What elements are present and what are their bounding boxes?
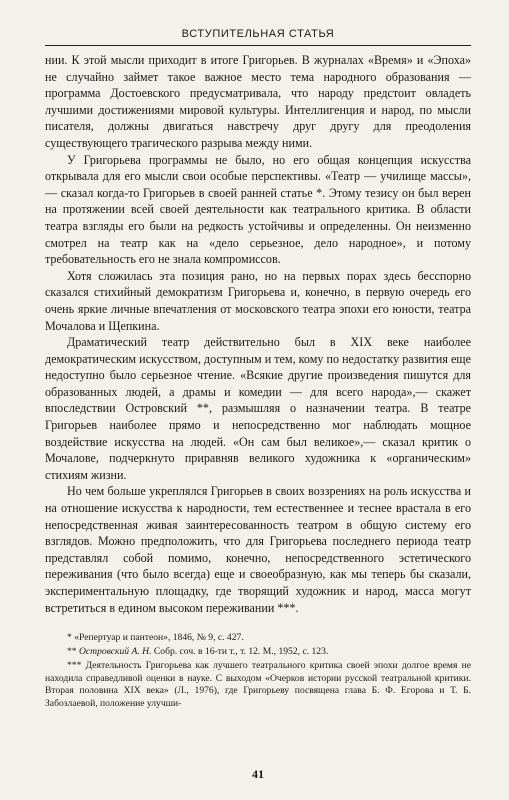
paragraph-3: Хотя сложилась эта позиция рано, но на первых порах здесь бесспорно сказался стихийный демократизм Григорьева и, конечно, в первую очередь его очень яркие личные впечатления от московского театра эпохи его юности, театра Мочалова и Щепкина. [45,268,471,333]
paragraph-2: У Григорьева программы не было, но его общая концепция искусства открывала для его мысли свои особые перспективы. «Театр — училище массы»,— сказал когда-то Григорьев в своей ранней статье *. Этому тезису он был верен на протяжении всей своей деятельности как театрального критика. В области театра взгляды его были на редкость устойчивы и определенны. Он неизменно смотрел на театр как на «дело серьезное, дело народное», и потому требовательность его не знала компромиссов. [45,152,471,267]
footnote-1: * «Репертуар и пантеон», 1846, № 9, с. 427. [67,632,244,644]
paragraph-1: нии. К этой мысли приходит в итоге Григорьев. В журналах «Время» и «Эпоха» не случайно займет такое важное место тема народного образования — программа Достоевского предусматривала, что народу предстоит овладеть лучшими достижениями мировой культуры. Интеллигенция и народ, по мысли писателя, должны двигаться навстречу друг другу для преодоления существующего трагического разрыва между ними. [45,53,471,150]
page-number: 41 [252,767,264,781]
footnote-2-text: Собр. соч. в 16-ти т., т. 12. М., 1952, с. 123. [151,645,329,657]
book-page [45,28,471,712]
footnote-2 [45,646,471,659]
paragraph-4: Драматический театр действительно был в XIX веке наиболее демократическим искусством, доступным и тем, кому по недостатку развития еще недоступно было серьезное чтение. «Всякие другие произведения пишутся для образованных людей, а драмы и комедии — для всего народа»,— скажет впоследствии Островский **, размышляя о назначении театра. В театре Григорьев наиболее прямо и непосредственно мог наблюдать мощное воздействие искусства на людей. «Он сам был великое»,— сказал критик о Мочалове, подчеркнуто приравняв великого художника к «органическим» стихиям жизни. [45,335,471,482]
main-text [45,52,471,616]
running-head: ВСТУПИТЕЛЬНАЯ СТАТЬЯ [45,28,471,46]
footnote-2-mark: ** [67,645,79,657]
footnote-3: *** Деятельность Григорьева как лучшего театрального критика своей эпохи долгое время не находила справедливой оценки в науке. С выходом «Очерков истории русской театральной критики. Вторая половина XIX века» (Л., 1976), где Григорьеву посвящена глава Б. Ф. Егорова и Т. Б. Забозлаевой, положение улучши- [45,659,471,710]
footnotes [45,632,471,711]
paragraph-5: Но чем больше укреплялся Григорьев в своих воззрениях на роль искусства и на отношение искусства к народности, тем естественнее и теснее врастала в его непосредственная живая заинтересованность театром в общую систему его взглядов. Можно предположить, что для Григорьева последнего периода театр представлял собой помимо, конечно, непосредственного эстетического переживания (что было всегда) еще и своеобразную, как мы теперь бы сказали, экспериментальную площадку, где творящий художник и народ, масса могут встретиться в едином высоком переживании ***. [45,484,471,615]
footnote-2-author: Островский А. Н. [79,645,152,657]
